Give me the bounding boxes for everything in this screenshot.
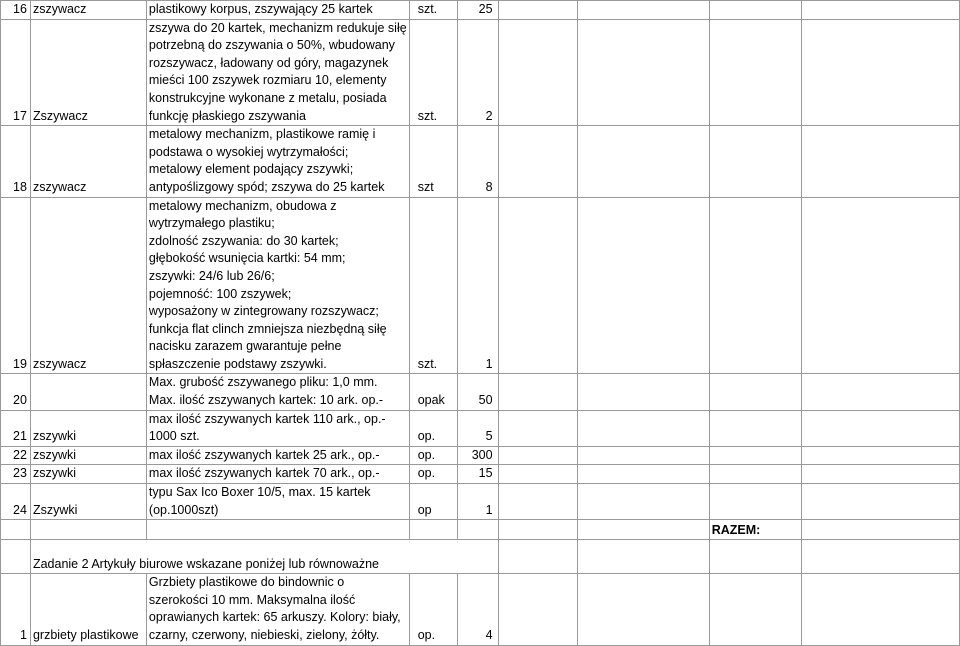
empty-cell <box>498 19 578 126</box>
description-line: spłaszczenie podstawy zszywki. <box>148 356 327 371</box>
empty-cell <box>498 1 578 20</box>
description-line: max ilość zszywanych kartek 110 ark., op.- <box>148 411 386 426</box>
item-description <box>146 410 409 446</box>
item-quantity: 1 <box>457 197 498 374</box>
description-line: Grzbiety plastikowe do bindownic o <box>148 575 345 590</box>
item-description <box>146 126 409 197</box>
item-unit: szt <box>409 126 457 197</box>
empty-cell <box>578 1 709 20</box>
item-name: Zszywki <box>30 484 146 520</box>
empty-cell <box>498 574 578 645</box>
empty-cell <box>801 574 959 645</box>
empty-cell <box>498 197 578 374</box>
empty-cell <box>709 540 801 574</box>
description-line: wyposażony w zintegrowany rozszywacz; <box>148 304 379 319</box>
item-quantity: 25 <box>457 1 498 20</box>
item-unit: op <box>409 484 457 520</box>
description-line: zdolność zszywania: do 30 kartek; <box>148 233 339 248</box>
item-description <box>146 374 409 410</box>
item-description <box>146 446 409 465</box>
empty-cell <box>801 540 959 574</box>
empty-cell <box>578 374 709 410</box>
description-line: funkcję płaskiego zszywania <box>148 108 306 123</box>
empty-cell <box>801 410 959 446</box>
description-line: konstrukcyjne wykonane z metalu, posiada <box>148 90 387 105</box>
empty-cell <box>578 446 709 465</box>
description-line: typu Sax Ico Boxer 10/5, max. 15 kartek <box>148 485 371 500</box>
section-title-row <box>1 540 960 574</box>
item-unit: szt. <box>409 197 457 374</box>
description-line: Max. grubość zszywanego pliku: 1,0 mm. <box>148 375 378 390</box>
description-line: rozszywacz, ładowany od góry, magazynek <box>148 55 389 70</box>
summary-row <box>1 520 960 540</box>
item-name: zszywki <box>30 465 146 484</box>
description-line: 1000 szt. <box>148 429 200 444</box>
empty-cell <box>709 410 801 446</box>
description-line: metalowy element podający zszywki; <box>148 162 354 177</box>
table-row <box>1 19 960 126</box>
empty-cell <box>498 540 578 574</box>
item-name: zszywacz <box>30 126 146 197</box>
description-line: zszywki: 24/6 lub 26/6; <box>148 268 275 283</box>
description-line: metalowy mechanizm, obudowa z <box>148 198 337 213</box>
item-number: 20 <box>1 374 31 410</box>
empty-cell <box>498 520 578 540</box>
description-line: Max. ilość zszywanych kartek: 10 ark. op.- <box>148 393 384 408</box>
item-number: 22 <box>1 446 31 465</box>
empty-cell <box>578 540 709 574</box>
table-row <box>1 197 960 374</box>
description-line: mieści 100 zszywek rozmiaru 10, elementy <box>148 73 387 88</box>
item-number: 18 <box>1 126 31 197</box>
item-description <box>146 465 409 484</box>
description-line: plastikowy korpus, zszywający 25 kartek <box>148 2 373 16</box>
item-quantity: 50 <box>457 374 498 410</box>
empty-cell <box>801 197 959 374</box>
item-number: 24 <box>1 484 31 520</box>
table-row <box>1 126 960 197</box>
item-quantity: 4 <box>457 574 498 645</box>
item-name: grzbiety plastikowe <box>30 574 146 645</box>
table-row <box>1 374 960 410</box>
description-line: zszywa do 20 kartek, mechanizm redukuje siłę <box>148 20 407 35</box>
total-label: RAZEM: <box>709 520 801 540</box>
empty-cell <box>498 410 578 446</box>
empty-cell <box>709 19 801 126</box>
item-name: zszywki <box>30 410 146 446</box>
item-unit: szt. <box>409 19 457 126</box>
empty-cell <box>709 574 801 645</box>
item-unit: opak <box>409 374 457 410</box>
item-unit: op. <box>409 465 457 484</box>
item-name <box>30 374 146 410</box>
empty-cell <box>498 484 578 520</box>
item-name: zszywki <box>30 446 146 465</box>
empty-cell <box>801 374 959 410</box>
table-row <box>1 1 960 20</box>
empty-cell <box>578 126 709 197</box>
empty-cell <box>709 1 801 20</box>
item-quantity: 2 <box>457 19 498 126</box>
item-name: zszywacz <box>30 1 146 20</box>
empty-cell <box>801 19 959 126</box>
empty-cell <box>709 197 801 374</box>
item-unit: op. <box>409 446 457 465</box>
empty-cell <box>801 520 959 540</box>
item-name: Zszywacz <box>30 19 146 126</box>
item-quantity: 5 <box>457 410 498 446</box>
item-description <box>146 574 409 645</box>
empty-cell <box>1 520 31 540</box>
description-line: pojemność: 100 zszywek; <box>148 286 292 301</box>
empty-cell <box>578 410 709 446</box>
empty-cell <box>709 374 801 410</box>
table-row <box>1 484 960 520</box>
empty-cell <box>498 374 578 410</box>
description-line: funkcja flat clinch zmniejsza niezbędną siłę <box>148 321 387 336</box>
description-line: max ilość zszywanych kartek 70 ark., op.- <box>148 466 380 481</box>
item-description <box>146 197 409 374</box>
item-number: 16 <box>1 1 31 20</box>
empty-cell <box>578 197 709 374</box>
empty-cell <box>578 19 709 126</box>
empty-cell <box>801 446 959 465</box>
empty-cell <box>409 520 457 540</box>
item-description <box>146 1 409 20</box>
empty-cell <box>457 520 498 540</box>
description-line: podstawa o wysokiej wytrzymałości; <box>148 144 349 159</box>
item-number: 21 <box>1 410 31 446</box>
item-unit: op. <box>409 410 457 446</box>
item-unit: szt. <box>409 1 457 20</box>
item-number: 1 <box>1 574 31 645</box>
item-number: 19 <box>1 197 31 374</box>
section-title: Zadanie 2 Artykuły biurowe wskazane poniżej lub równoważne <box>30 540 498 574</box>
table-row <box>1 465 960 484</box>
description-line: max ilość zszywanych kartek 25 ark., op.- <box>148 447 380 462</box>
empty-cell <box>709 484 801 520</box>
description-line: potrzebną do zszywania o 50%, wbudowany <box>148 38 395 53</box>
description-line: antypoślizgowy spód; zszywa do 25 kartek <box>148 179 385 194</box>
table-row <box>1 574 960 645</box>
description-line: wytrzymałego plastiku; <box>148 216 275 231</box>
empty-cell <box>709 126 801 197</box>
empty-cell <box>1 540 31 574</box>
item-name: zszywacz <box>30 197 146 374</box>
item-number: 17 <box>1 19 31 126</box>
empty-cell <box>801 484 959 520</box>
description-line: oprawianych kartek: 65 arkuszy. Kolory: biały, <box>148 610 401 625</box>
description-line: głębokość wsunięcia kartki: 54 mm; <box>148 251 346 266</box>
table-row <box>1 410 960 446</box>
description-line: nacisku zarazem gwarantuje pełne <box>148 339 342 354</box>
item-quantity: 1 <box>457 484 498 520</box>
empty-cell <box>30 520 146 540</box>
empty-cell <box>709 465 801 484</box>
description-line: metalowy mechanizm, plastikowe ramię i <box>148 127 376 142</box>
empty-cell <box>146 520 409 540</box>
empty-cell <box>578 520 709 540</box>
item-quantity: 15 <box>457 465 498 484</box>
item-number: 23 <box>1 465 31 484</box>
table-row <box>1 446 960 465</box>
empty-cell <box>578 574 709 645</box>
item-description <box>146 19 409 126</box>
description-line: (op.1000szt) <box>148 502 219 517</box>
empty-cell <box>578 484 709 520</box>
item-quantity: 8 <box>457 126 498 197</box>
item-unit: op. <box>409 574 457 645</box>
empty-cell <box>801 1 959 20</box>
empty-cell <box>498 126 578 197</box>
description-line: czarny, czerwony, niebieski, zielony, żółty. <box>148 628 380 642</box>
empty-cell <box>578 465 709 484</box>
description-line: szerokości 10 mm. Maksymalna ilość <box>148 592 356 607</box>
empty-cell <box>801 126 959 197</box>
item-description <box>146 484 409 520</box>
empty-cell <box>498 446 578 465</box>
empty-cell <box>498 465 578 484</box>
empty-cell <box>709 446 801 465</box>
item-quantity: 300 <box>457 446 498 465</box>
empty-cell <box>801 465 959 484</box>
